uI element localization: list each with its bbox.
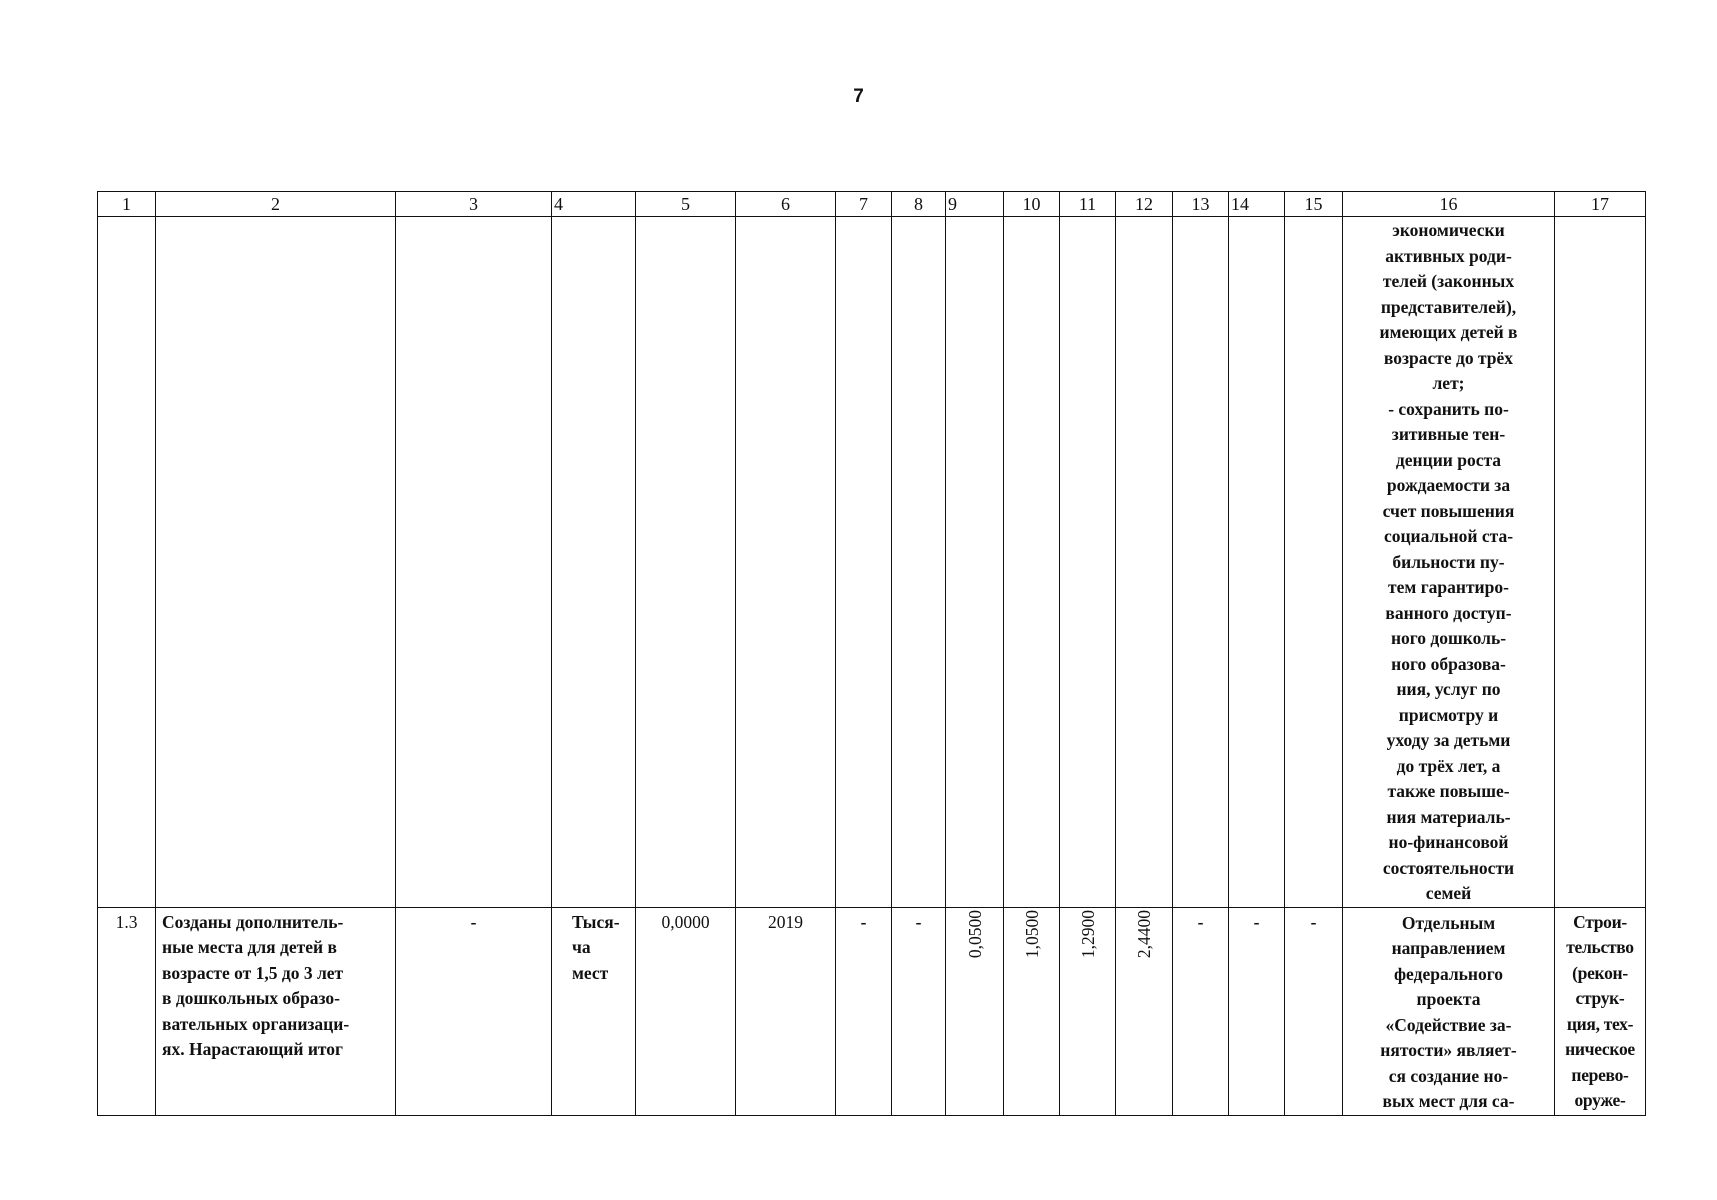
value-12: 2,4400: [1134, 909, 1154, 958]
col-number-3: 3: [396, 192, 552, 217]
cell-13: -: [1173, 907, 1229, 1115]
indicator-name: Созданы дополнитель- ные места для детей в возрасте от 1,5 до 3 лет в дошкольных образо- вательных организаци- ях. Нарастающий итог: [162, 911, 350, 1059]
description-cell: [1343, 907, 1555, 1115]
cell-8: -: [892, 907, 946, 1115]
continued-description-text: экономически активных роди- телей (законных представителей), имеющих детей в возрасте до трёх лет; - сохранить по- зитивные тен- денции роста рождаемости за счет повышения социальной ста- бильности пу- тем гарантиро- ванного доступ- ного дошколь- ного образова- ния, услуг по присмотру и уходу за детьми до трёх лет, а также повыше- ния материаль- но-финансовой состоятельности семей: [1379, 220, 1518, 903]
cont-cell-3: [396, 217, 552, 908]
description-text: Отдельным направлением федерального проекта «Содействие за- нятости» являет- ся создание но- вых мест для са-: [1380, 912, 1517, 1111]
cont-cell-17: [1555, 217, 1646, 908]
col-number-1: 1: [98, 192, 156, 217]
unit-text: Тыся- ча мест: [572, 911, 620, 983]
cont-cell-1: [98, 217, 156, 908]
col-number-9: 9: [946, 192, 1004, 217]
continuation-row: [98, 217, 1646, 908]
measure-cell: [1555, 907, 1646, 1115]
value-cell-9: [946, 907, 1004, 1115]
col-number-14: 14: [1229, 192, 1285, 217]
cont-cell-12: [1116, 217, 1173, 908]
measure-text: Строи- тельство (рекон- струк- ция, тех- ническое перево- оруже-: [1565, 911, 1635, 1110]
col-number-4: 4: [552, 192, 636, 217]
value-cell-10: [1004, 907, 1060, 1115]
value-cell-11: [1060, 907, 1116, 1115]
cont-cell-8: [892, 217, 946, 908]
indicators-table: [97, 191, 1646, 1116]
cell-15: -: [1285, 907, 1343, 1115]
unit-cell: [552, 907, 636, 1115]
col-number-13: 13: [1173, 192, 1229, 217]
col-number-12: 12: [1116, 192, 1173, 217]
row-number: 1.3: [98, 907, 156, 1115]
cont-cell-16: [1343, 217, 1555, 908]
cont-cell-7: [836, 217, 892, 908]
col-number-10: 10: [1004, 192, 1060, 217]
col-number-17: 17: [1555, 192, 1646, 217]
value-cell-12: [1116, 907, 1173, 1115]
cont-cell-14: [1229, 217, 1285, 908]
col-number-15: 15: [1285, 192, 1343, 217]
col-number-8: 8: [892, 192, 946, 217]
column-number-row: [98, 192, 1646, 217]
col-number-7: 7: [836, 192, 892, 217]
cont-cell-6: [736, 217, 836, 908]
indicator-name-cell: [156, 907, 396, 1115]
col-number-2: 2: [156, 192, 396, 217]
col-number-16: 16: [1343, 192, 1555, 217]
cell-14: -: [1229, 907, 1285, 1115]
cell-3: -: [396, 907, 552, 1115]
cell-7: -: [836, 907, 892, 1115]
table-row-1-3: [98, 907, 1646, 1115]
base-year: 2019: [736, 907, 836, 1115]
cont-cell-10: [1004, 217, 1060, 908]
col-number-6: 6: [736, 192, 836, 217]
cont-cell-2: [156, 217, 396, 908]
page-number: 7: [853, 86, 864, 107]
value-11: 1,2900: [1077, 909, 1098, 958]
col-number-5: 5: [636, 192, 736, 217]
value-10: 1,0500: [1021, 909, 1042, 958]
cont-cell-4: [552, 217, 636, 908]
cont-cell-13: [1173, 217, 1229, 908]
cont-cell-15: [1285, 217, 1343, 908]
cont-cell-11: [1060, 217, 1116, 908]
col-number-11: 11: [1060, 192, 1116, 217]
value-9: 0,0500: [964, 909, 985, 958]
cont-cell-9: [946, 217, 1004, 908]
cont-cell-5: [636, 217, 736, 908]
base-value: 0,0000: [636, 907, 736, 1115]
